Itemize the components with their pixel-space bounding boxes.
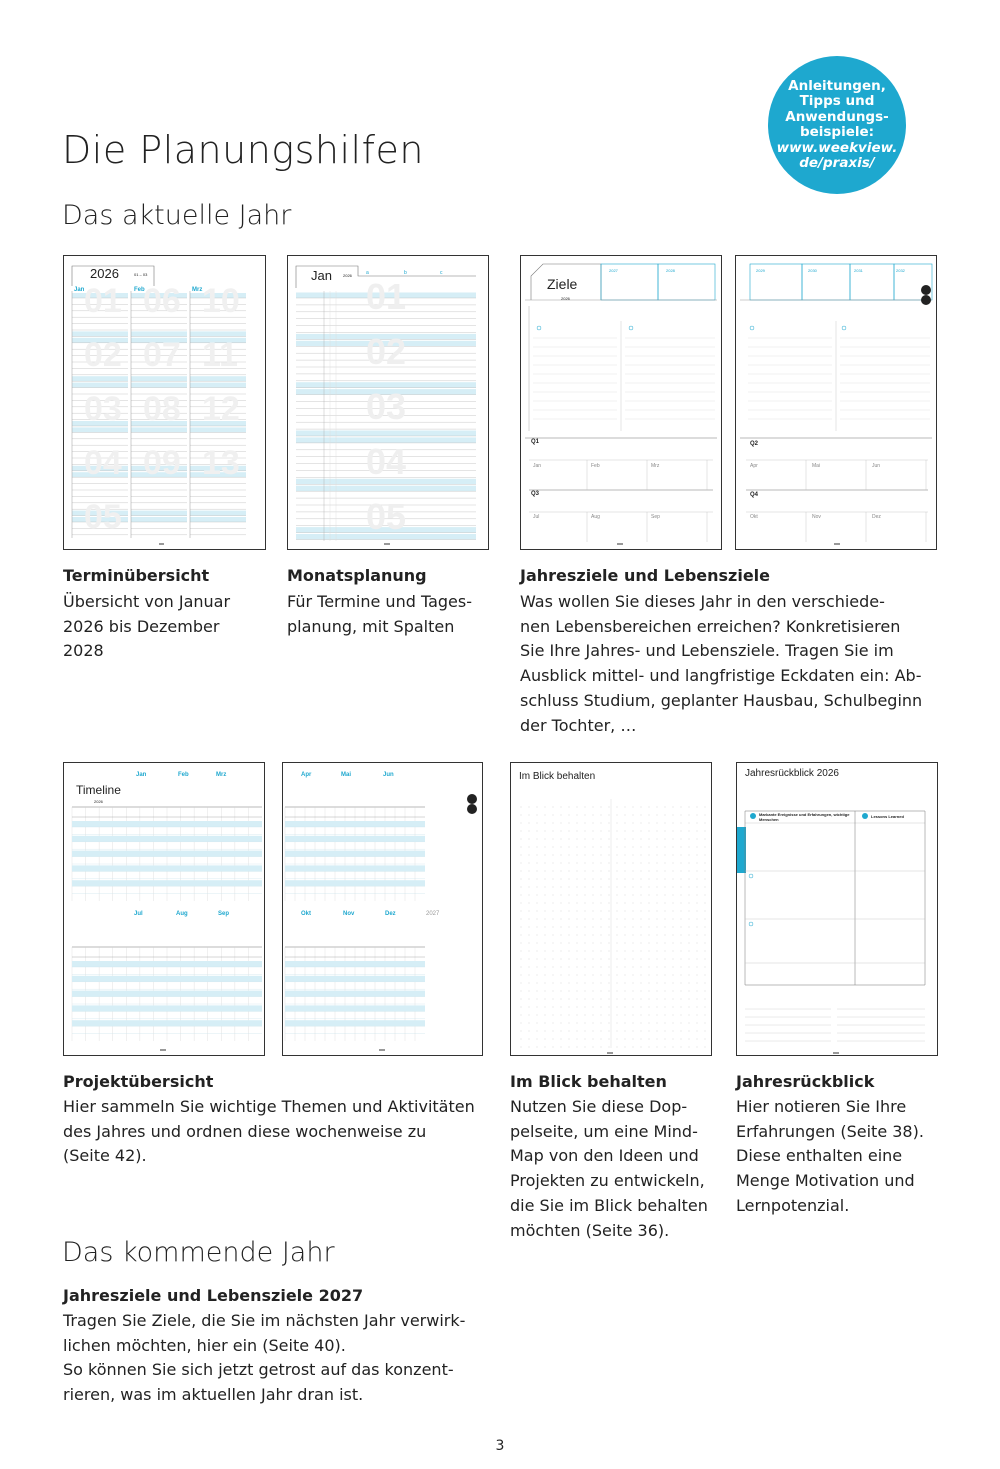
ziele-year-col: 2030 xyxy=(808,268,817,273)
bg-number: 11 xyxy=(202,336,238,374)
ziele-month: Apr xyxy=(750,463,758,469)
section-next-year: Das kommende Jahr xyxy=(62,1237,335,1268)
ziele-title: Ziele xyxy=(547,276,578,292)
ziele-month: Mai xyxy=(812,463,821,469)
bg-number: 01 xyxy=(366,276,407,317)
ziele-quarter: Q4 xyxy=(750,492,759,498)
timeline-left-graphic xyxy=(64,763,264,1055)
caption-line: (Seite 42). xyxy=(63,1146,147,1166)
timeline-month: Jan xyxy=(136,772,147,778)
timeline-month: Nov xyxy=(343,911,355,917)
ziele-year-col: 2027 xyxy=(609,268,618,273)
bg-number: 03 xyxy=(366,386,407,427)
timeline-title: Timeline xyxy=(76,783,121,797)
bg-number: 07 xyxy=(143,336,181,374)
ziele-year-col: 2029 xyxy=(756,268,765,273)
caption-line: die Sie im Blick behalten xyxy=(510,1195,708,1215)
bg-number: 04 xyxy=(84,444,122,482)
bg-number: 06 xyxy=(143,282,181,320)
blick-caption-text xyxy=(510,1095,708,1243)
ziele-month: Aug xyxy=(591,514,600,520)
termin-caption-text xyxy=(63,590,230,664)
rueck-col2: Lessons Learned xyxy=(871,814,904,819)
rueck-graphic xyxy=(737,763,937,1055)
termin-year: 2026 xyxy=(90,266,119,281)
caption-line: Ausblick mittel- und langfristige Eckdaten ein: Ab- xyxy=(520,666,922,686)
ziele-quarter: Q3 xyxy=(531,491,540,497)
caption-line: Hier notieren Sie Ihre xyxy=(736,1097,907,1116)
caption-line: Menge Motivation und xyxy=(736,1171,915,1191)
timeline-month: Dez xyxy=(385,911,396,917)
caption-line: Projekten zu entwickeln, xyxy=(510,1171,705,1191)
badge-line: beispiele: xyxy=(799,124,875,140)
ziele-right-thumbnail xyxy=(735,255,937,550)
ziele-caption-text xyxy=(520,590,922,738)
ziele-month: Feb xyxy=(591,463,600,469)
caption-line: lichen möchten, hier ein (Seite 40). xyxy=(63,1335,346,1355)
timeline-month: Mrz xyxy=(216,772,227,778)
caption-line: nen Lebensbereichen erreichen? Konkretisieren xyxy=(520,616,901,636)
ziele-month: Jul xyxy=(533,514,540,520)
badge-line: Tipps und xyxy=(799,93,875,109)
ziele-quarter: Q1 xyxy=(531,439,540,445)
rueck-thumbnail xyxy=(736,762,938,1056)
ziele-year: 2026 xyxy=(561,296,570,301)
ziele-month: Dez xyxy=(872,514,881,520)
termin-month: Mrz xyxy=(192,287,203,293)
bg-number: 05 xyxy=(366,496,407,537)
caption-line: 2028 xyxy=(63,641,104,661)
next-caption-text xyxy=(63,1309,465,1408)
caption-line: Hier sammeln Sie wichtige Themen und Aktivitäten xyxy=(63,1097,475,1116)
blick-title: Im Blick behalten xyxy=(519,771,596,782)
timeline-month: Okt xyxy=(301,911,312,917)
ziele-month: Jan xyxy=(533,463,542,469)
caption-line: Was wollen Sie dieses Jahr in den verschiede- xyxy=(520,592,885,611)
monat-caption-title: Monatsplanung xyxy=(287,566,427,585)
ziele-month: Mrz xyxy=(651,463,660,469)
caption-line: des Jahres und ordnen diese wochenweise zu xyxy=(63,1121,427,1141)
caption-line: Übersicht von Januar xyxy=(63,592,231,611)
bg-number: 04 xyxy=(366,441,407,482)
rueck-caption-text xyxy=(736,1095,924,1219)
timeline-month: Jun xyxy=(383,772,394,778)
badge-line: Anwendungs- xyxy=(785,108,889,125)
caption-line: Nutzen Sie diese Dop- xyxy=(510,1097,688,1116)
termin-month: Feb xyxy=(134,287,145,293)
bg-number: 05 xyxy=(84,498,122,536)
timeline-month: Apr xyxy=(301,772,312,778)
timeline-month: Sep xyxy=(218,911,230,917)
termin-caption-title: Terminübersicht xyxy=(63,566,210,585)
ziele-month: Jun xyxy=(872,463,881,469)
ziele-month: Nov xyxy=(812,514,821,520)
timeline-month: Feb xyxy=(178,772,189,778)
termin-thumbnail xyxy=(63,255,266,550)
termin-month: Jan xyxy=(74,287,85,293)
rueck-caption-title: Jahresrückblick xyxy=(736,1072,875,1091)
bg-number: 02 xyxy=(366,331,407,372)
bg-number: 10 xyxy=(202,282,240,320)
ziele-right-graphic xyxy=(736,256,936,549)
next-caption-title: Jahresziele und Lebensziele 2027 xyxy=(63,1286,364,1305)
bg-number: 01 xyxy=(84,282,122,320)
timeline-month: Aug xyxy=(176,911,188,917)
page-title: Die Planungshilfen xyxy=(62,128,424,172)
timeline-right-graphic xyxy=(283,763,482,1055)
bg-number: 08 xyxy=(143,390,181,428)
timeline-month: Mai xyxy=(341,772,352,778)
bg-number: 02 xyxy=(84,336,122,374)
caption-line: Map von den Ideen und xyxy=(510,1146,699,1166)
ziele-year-col: 2031 xyxy=(854,268,863,273)
monat-col: b xyxy=(404,270,407,276)
caption-line: Lernpotenzial. xyxy=(736,1195,850,1215)
bg-number: 03 xyxy=(84,390,122,428)
monat-title: Jan xyxy=(311,268,332,283)
ziele-year-col: 2032 xyxy=(896,268,905,273)
bg-number: 13 xyxy=(202,444,240,482)
caption-line: möchten (Seite 36). xyxy=(510,1220,670,1240)
caption-line: Tragen Sie Ziele, die Sie im nächsten Jahr verwirk- xyxy=(63,1311,466,1330)
caption-line: Erfahrungen (Seite 38). xyxy=(736,1121,924,1141)
caption-line: rieren, was im aktuellen Jahr dran ist. xyxy=(63,1385,364,1405)
blick-thumbnail xyxy=(510,762,712,1056)
caption-line: der Tochter, … xyxy=(520,715,637,735)
section-current-year: Das aktuelle Jahr xyxy=(62,200,292,231)
bg-number: 09 xyxy=(143,444,181,482)
ziele-month: Okt xyxy=(750,514,758,520)
monat-col: c xyxy=(440,270,443,276)
caption-line: planung, mit Spalten xyxy=(287,616,455,636)
timeline-next-year: 2027 xyxy=(426,911,440,917)
ziele-quarter: Q2 xyxy=(750,441,759,447)
monat-thumbnail xyxy=(287,255,489,550)
badge-url-line[interactable]: www.weekview. xyxy=(776,139,898,156)
timeline-month: Jul xyxy=(134,911,143,917)
monat-year: 2026 xyxy=(343,273,352,278)
caption-line: pelseite, um eine Mind- xyxy=(510,1121,698,1141)
info-badge[interactable] xyxy=(768,56,906,194)
ziele-left-thumbnail xyxy=(520,255,722,550)
blick-caption-title: Im Blick behalten xyxy=(510,1072,667,1091)
caption-line: So können Sie sich jetzt getrost auf das konzent- xyxy=(63,1360,454,1380)
badge-line: Anleitungen, xyxy=(788,77,886,94)
caption-line: 2026 bis Dezember xyxy=(63,616,220,636)
monat-caption-text xyxy=(287,590,472,639)
badge-url-line[interactable]: de/praxis/ xyxy=(799,155,875,171)
caption-line: schluss Studium, geplanter Hausbau, Schulbeginn xyxy=(520,690,923,710)
termin-range: 01 – 03 xyxy=(134,272,148,277)
ziele-left-graphic xyxy=(521,256,721,549)
bg-number: 12 xyxy=(202,390,240,428)
caption-line: Diese enthalten eine xyxy=(736,1146,903,1166)
rueck-title: Jahresrückblick 2026 xyxy=(745,768,839,779)
caption-line: Sie Ihre Jahres- und Lebensziele. Tragen Sie im xyxy=(520,641,894,661)
projekt-caption-text xyxy=(63,1095,475,1169)
blick-graphic xyxy=(511,763,711,1055)
ziele-year-col: 2028 xyxy=(666,268,675,273)
rueck-col1: Markante Ereignisse und Erfahrungen, wichtige Menschen xyxy=(759,812,850,822)
caption-line: Für Termine und Tages- xyxy=(287,592,472,611)
ziele-month: Sep xyxy=(651,514,660,520)
timeline-left-thumbnail xyxy=(63,762,265,1056)
timeline-right-thumbnail xyxy=(282,762,483,1056)
monat-col: a xyxy=(366,270,369,276)
page-number: 3 xyxy=(495,1438,505,1454)
ziele-caption-title: Jahresziele und Lebensziele xyxy=(520,566,771,585)
timeline-year: 2026 xyxy=(94,799,103,804)
projekt-caption-title: Projektübersicht xyxy=(63,1072,214,1091)
